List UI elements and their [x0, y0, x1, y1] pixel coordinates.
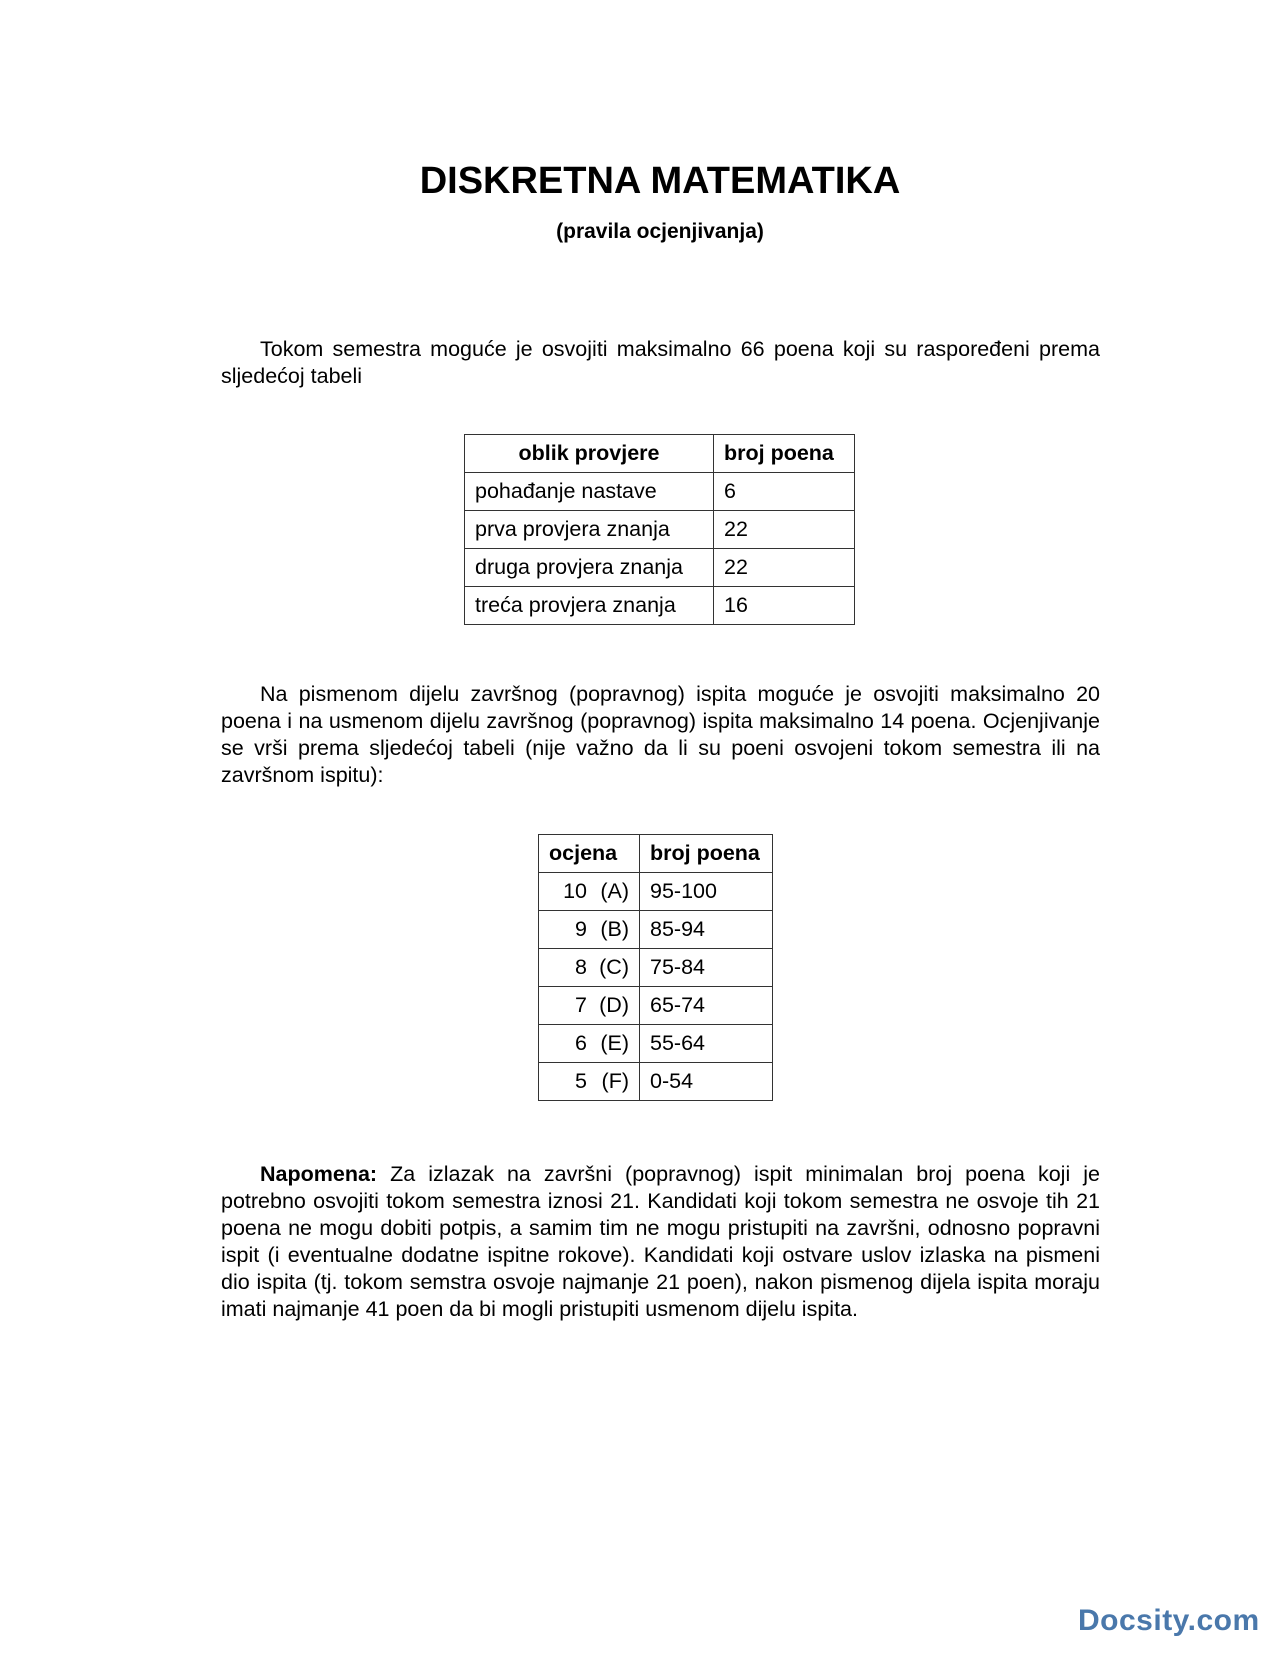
table-cell: 6	[714, 473, 855, 511]
table-cell: 22	[714, 549, 855, 587]
document-title: DISKRETNA MATEMATIKA	[419, 160, 901, 202]
grade-cell	[539, 949, 640, 987]
table-cell: 22	[714, 511, 855, 549]
header-cell: broj poena	[714, 435, 855, 473]
grade-number: 5	[575, 1069, 587, 1093]
grade-number: 8	[575, 955, 587, 979]
note-label: Napomena:	[260, 1162, 378, 1186]
grade-letter: (B)	[600, 917, 629, 941]
points-table	[464, 434, 855, 625]
table-row	[539, 1025, 773, 1063]
range-cell: 0-54	[640, 1063, 773, 1101]
note-paragraph	[221, 1161, 1100, 1323]
range-cell: 65-74	[640, 987, 773, 1025]
range-cell: 95-100	[640, 873, 773, 911]
header-cell: ocjena	[539, 835, 640, 873]
grade-number: 7	[575, 993, 587, 1017]
grade-letter: (D)	[599, 993, 629, 1017]
intro-paragraph: Tokom semestra moguće je osvojiti maksimalno 66 poena koji su raspoređeni prema sljedećoj tabeli	[221, 337, 1100, 388]
table-row	[539, 873, 773, 911]
grade-letter: (C)	[599, 955, 629, 979]
table-row	[539, 1063, 773, 1101]
docsity-watermark-logo: Docsity.com	[1078, 1604, 1260, 1637]
grading-paragraph: Na pismenom dijelu završnog (popravnog) ispita moguće je osvojiti maksimalno 20 poena i na usmenom dijelu završnog (popravnog) ispita maksimalno 14 poena. Ocjenjivanje se vrši prema sljedećoj tabeli (nije važno da li su poeni osvojeni tokom semestra ili na završnom ispitu):	[221, 682, 1100, 787]
document-subtitle: (pravila ocjenjivanja)	[556, 220, 764, 243]
grade-cell	[539, 1063, 640, 1101]
range-cell: 75-84	[640, 949, 773, 987]
table-cell: prva provjera znanja	[465, 511, 714, 549]
range-cell: 55-64	[640, 1025, 773, 1063]
grade-cell	[539, 873, 640, 911]
table-row	[465, 473, 855, 511]
table-row	[465, 587, 855, 625]
table-header-row	[465, 435, 855, 473]
table-cell: 16	[714, 587, 855, 625]
grade-number: 10	[563, 879, 587, 903]
table-cell: druga provjera znanja	[465, 549, 714, 587]
table-row	[465, 549, 855, 587]
grade-cell	[539, 987, 640, 1025]
grades-table	[538, 834, 773, 1101]
table-cell: pohađanje nastave	[465, 473, 714, 511]
header-cell: broj poena	[640, 835, 773, 873]
grade-cell	[539, 911, 640, 949]
table-cell: treća provjera znanja	[465, 587, 714, 625]
table-row	[539, 987, 773, 1025]
table-header-row	[539, 835, 773, 873]
grade-letter: (E)	[600, 1031, 629, 1055]
grade-cell	[539, 1025, 640, 1063]
grade-number: 6	[575, 1031, 587, 1055]
note-text: Za izlazak na završni (popravnog) ispit minimalan broj poena koji je potrebno osvojiti tokom semestra iznosi 21. Kandidati koji tokom semestra ne osvoje tih 21 poena ne mogu dobiti potpis, a samim tim ne mogu pristupiti na završni, odnosno popravni ispit (i eventualne dodatne ispitne rokove). Kandidati koji ostvare uslov izlaska na pismeni dio ispita (tj. tokom semstra osvoje najmanje 21 poen), nakon pismenog dijela ispita moraju imati najmanje 41 poen da bi mogli pristupiti usmenom dijelu ispita.	[221, 1162, 1100, 1321]
table-row	[539, 911, 773, 949]
range-cell: 85-94	[640, 911, 773, 949]
grade-letter: (F)	[601, 1069, 629, 1093]
table-row	[465, 511, 855, 549]
grade-number: 9	[575, 917, 587, 941]
table-row	[539, 949, 773, 987]
header-cell: oblik provjere	[465, 435, 714, 473]
grade-letter: (A)	[600, 879, 629, 903]
